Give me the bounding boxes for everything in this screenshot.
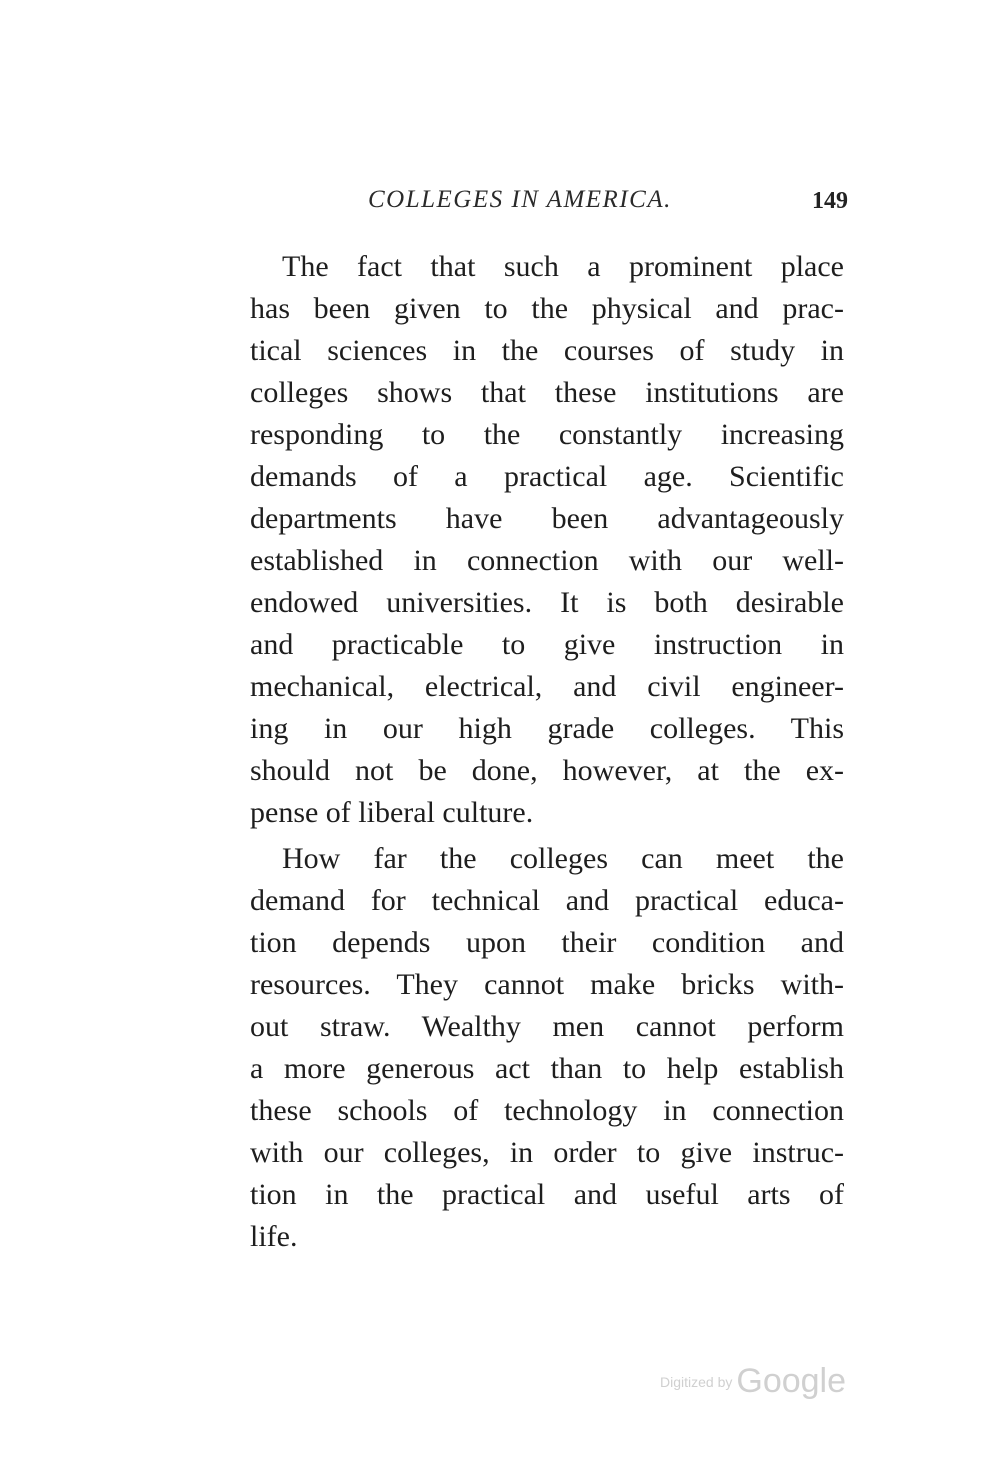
- paragraph-2-line: tion in the practical and useful arts of: [250, 1178, 844, 1211]
- paragraph-1-line: responding to the constantly increasing: [250, 418, 844, 451]
- paragraph-2-line: with our colleges, in order to give instruc-: [250, 1136, 844, 1169]
- paragraph-1-line: ing in our high grade colleges. This: [250, 712, 844, 745]
- paragraph-1-line: endowed universities. It is both desirable: [250, 586, 844, 619]
- paragraph-2-line: out straw. Wealthy men cannot perform: [250, 1010, 844, 1043]
- paragraph-2-line: resources. They cannot make bricks with-: [250, 968, 844, 1001]
- paragraph-2-line: How far the colleges can meet the: [282, 842, 844, 875]
- running-head: [250, 186, 850, 222]
- paragraph-1-line: pense of liberal culture.: [250, 796, 534, 829]
- running-title: COLLEGES IN AMERICA.: [368, 186, 672, 213]
- page-number: 149: [812, 188, 848, 214]
- paragraph-1-line: departments have been advantageously: [250, 502, 844, 535]
- watermark-prefix: Digitized by: [660, 1373, 733, 1390]
- paragraph-1-line: tical sciences in the courses of study in: [250, 334, 844, 367]
- paragraph-2-line: these schools of technology in connection: [250, 1094, 844, 1127]
- paragraph-2-line: life.: [250, 1220, 298, 1253]
- paragraph-1-line: mechanical, electrical, and civil engineer-: [250, 670, 844, 703]
- paragraph-1-line: colleges shows that these institutions are: [250, 376, 844, 409]
- paragraph-1-line: The fact that such a prominent place: [282, 250, 844, 283]
- paragraph-1-line: established in connection with our well-: [250, 544, 844, 577]
- paragraph-2-line: tion depends upon their condition and: [250, 926, 844, 959]
- paragraph-1-line: and practicable to give instruction in: [250, 628, 844, 661]
- paragraph-2-line: demand for technical and practical educa-: [250, 884, 844, 917]
- paragraph-1-line: has been given to the physical and prac-: [250, 292, 844, 325]
- google-logo: Google: [736, 1362, 847, 1400]
- paragraph-1-line: should not be done, however, at the ex-: [250, 754, 844, 787]
- digitized-by-google-watermark: [660, 1362, 846, 1401]
- paragraph-2-line: a more generous act than to help establish: [250, 1052, 844, 1085]
- paragraph-1-line: demands of a practical age. Scientific: [250, 460, 844, 493]
